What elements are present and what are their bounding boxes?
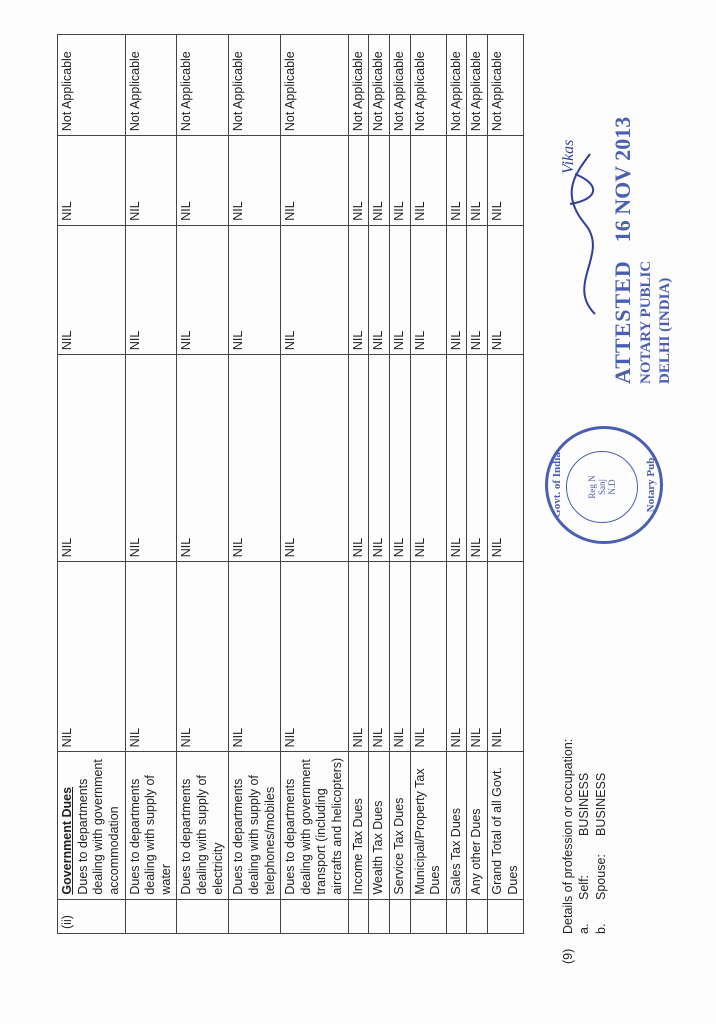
table-row: [446, 35, 467, 934]
table-row: [467, 35, 488, 934]
section-number: (9): [561, 948, 575, 964]
value-cell: NIL: [410, 136, 446, 226]
row-number-cell: [281, 899, 349, 933]
attestation-stamp: [610, 117, 674, 384]
applicability-cell: Not Applicable: [348, 35, 369, 136]
value-cell: NIL: [348, 136, 369, 226]
value-cell: NIL: [58, 136, 126, 226]
value-cell: NIL: [446, 136, 467, 226]
row-number-cell: [410, 899, 446, 933]
description-text: Any other Dues: [469, 808, 484, 895]
description-text: Dues to departments dealing with supply of electricity: [179, 775, 225, 895]
value-cell: NIL: [446, 355, 467, 562]
attested-label: ATTESTED: [610, 260, 635, 384]
value-cell: NIL: [369, 136, 390, 226]
notary-signature: [555, 124, 615, 324]
value-cell: NIL: [389, 136, 410, 226]
value-cell: NIL: [58, 355, 126, 562]
value-cell: NIL: [410, 562, 446, 752]
applicability-cell: Not Applicable: [177, 35, 229, 136]
occupation-heading: Details of profession or occupation:: [561, 738, 575, 934]
occupation-self-label: a.: [577, 923, 592, 934]
value-cell: NIL: [177, 136, 229, 226]
table-row: [58, 35, 126, 934]
applicability-cell: Not Applicable: [369, 35, 390, 136]
description-text: Dues to departments dealing with supply of water: [127, 775, 173, 895]
row-description-cell: [177, 752, 229, 899]
value-cell: NIL: [467, 355, 488, 562]
table-row: [389, 35, 410, 934]
description-text: Grand Total of all Govt. Dues: [490, 767, 520, 895]
value-cell: NIL: [348, 355, 369, 562]
stamp-inner-line-2: Sanj: [597, 479, 607, 496]
attested-date: 16 NOV 2013: [610, 116, 635, 243]
row-description-cell: [281, 752, 349, 899]
value-cell: NIL: [177, 562, 229, 752]
notary-public-label: NOTARY PUBLIC: [638, 260, 654, 384]
row-number-cell: [229, 899, 281, 933]
value-cell: NIL: [488, 225, 524, 354]
description-text: Income Tax Dues: [350, 798, 365, 895]
value-cell: NIL: [281, 562, 349, 752]
row-description-cell: [446, 752, 467, 899]
value-cell: NIL: [389, 225, 410, 354]
row-description-cell: [488, 752, 524, 899]
value-cell: NIL: [467, 136, 488, 226]
government-dues-table: [57, 34, 524, 934]
table-row: [229, 35, 281, 934]
value-cell: NIL: [281, 225, 349, 354]
row-number-cell: [177, 899, 229, 933]
signature-text: Vikas: [560, 139, 577, 174]
value-cell: NIL: [125, 562, 177, 752]
value-cell: NIL: [410, 225, 446, 354]
value-cell: NIL: [177, 225, 229, 354]
value-cell: NIL: [229, 136, 281, 226]
value-cell: NIL: [229, 562, 281, 752]
applicability-cell: Not Applicable: [467, 35, 488, 136]
table-row: [369, 35, 390, 934]
value-cell: NIL: [281, 136, 349, 226]
value-cell: NIL: [389, 562, 410, 752]
value-cell: NIL: [488, 562, 524, 752]
occupation-spouse-value: BUSINESS: [593, 772, 608, 836]
value-cell: NIL: [467, 225, 488, 354]
value-cell: NIL: [125, 225, 177, 354]
value-cell: NIL: [369, 355, 390, 562]
applicability-cell: Not Applicable: [229, 35, 281, 136]
row-description-cell: [410, 752, 446, 899]
row-number-cell: [369, 899, 390, 933]
applicability-cell: Not Applicable: [125, 35, 177, 136]
row-number-cell: (ii): [58, 899, 126, 933]
row-description-cell: [389, 752, 410, 899]
description-text: Municipal/Property Tax Dues: [412, 768, 443, 895]
value-cell: NIL: [446, 225, 467, 354]
value-cell: NIL: [348, 225, 369, 354]
stamp-inner: [566, 451, 638, 523]
description-text: Service Tax Dues: [391, 797, 406, 895]
occupation-self: [576, 739, 592, 934]
row-number-cell: [467, 899, 488, 933]
row-number-cell: [389, 899, 410, 933]
stamp-ring-top: Govt. of India: [551, 452, 563, 518]
value-cell: NIL: [488, 355, 524, 562]
value-cell: NIL: [488, 136, 524, 226]
value-cell: NIL: [467, 562, 488, 752]
table-row: [410, 35, 446, 934]
description-text: Sales Tax Dues: [448, 808, 463, 895]
row-number-cell: [125, 899, 177, 933]
stamp-inner-line-1: Reg N: [587, 475, 597, 499]
occupation-spouse-who: Spouse:: [593, 854, 608, 900]
table-row: [348, 35, 369, 934]
value-cell: NIL: [125, 136, 177, 226]
stamp-ring-bottom: Notary Pub: [645, 457, 657, 513]
value-cell: NIL: [348, 562, 369, 752]
row-description-cell: [125, 752, 177, 899]
notary-place: DELHI (INDIA): [657, 277, 673, 384]
row-description-cell: [348, 752, 369, 899]
occupation-spouse-label: b.: [593, 923, 608, 934]
occupation-self-value: BUSINESS: [577, 772, 592, 836]
description-text: Wealth Tax Dues: [371, 800, 386, 895]
value-cell: NIL: [125, 355, 177, 562]
occupation-self-who: Self:: [577, 874, 592, 900]
description-text: Dues to departments dealing with government accommodation: [75, 759, 121, 895]
value-cell: NIL: [369, 225, 390, 354]
row-description-cell: [369, 752, 390, 899]
value-cell: NIL: [369, 562, 390, 752]
row-description-cell: [467, 752, 488, 899]
table-row: [125, 35, 177, 934]
occupation-section: [560, 738, 609, 964]
row-number-cell: [446, 899, 467, 933]
description-text: Dues to departments dealing with government transport (including aircrafts and helicopters): [283, 757, 344, 895]
value-cell: NIL: [446, 562, 467, 752]
applicability-cell: Not Applicable: [389, 35, 410, 136]
value-cell: NIL: [281, 355, 349, 562]
row-description-cell: [229, 752, 281, 899]
occupation-spouse: [593, 739, 609, 934]
value-cell: NIL: [58, 225, 126, 354]
row-description-cell: [58, 752, 126, 899]
value-cell: NIL: [229, 355, 281, 562]
stamp-inner-line-3: N.D: [607, 479, 617, 495]
applicability-cell: Not Applicable: [281, 35, 349, 136]
applicability-cell: Not Applicable: [488, 35, 524, 136]
applicability-cell: Not Applicable: [58, 35, 126, 136]
table-row: [488, 35, 524, 934]
table-row: [177, 35, 229, 934]
value-cell: NIL: [58, 562, 126, 752]
table-row: [281, 35, 349, 934]
row-number-cell: [348, 899, 369, 933]
description-text: Dues to departments dealing with supply of telephones/mobiles: [231, 775, 277, 895]
value-cell: NIL: [177, 355, 229, 562]
value-cell: NIL: [410, 355, 446, 562]
notary-round-stamp: [545, 426, 663, 544]
row-number-cell: [488, 899, 524, 933]
value-cell: NIL: [229, 225, 281, 354]
applicability-cell: Not Applicable: [410, 35, 446, 136]
section-title: Government Dues: [60, 786, 74, 895]
value-cell: NIL: [389, 355, 410, 562]
applicability-cell: Not Applicable: [446, 35, 467, 136]
